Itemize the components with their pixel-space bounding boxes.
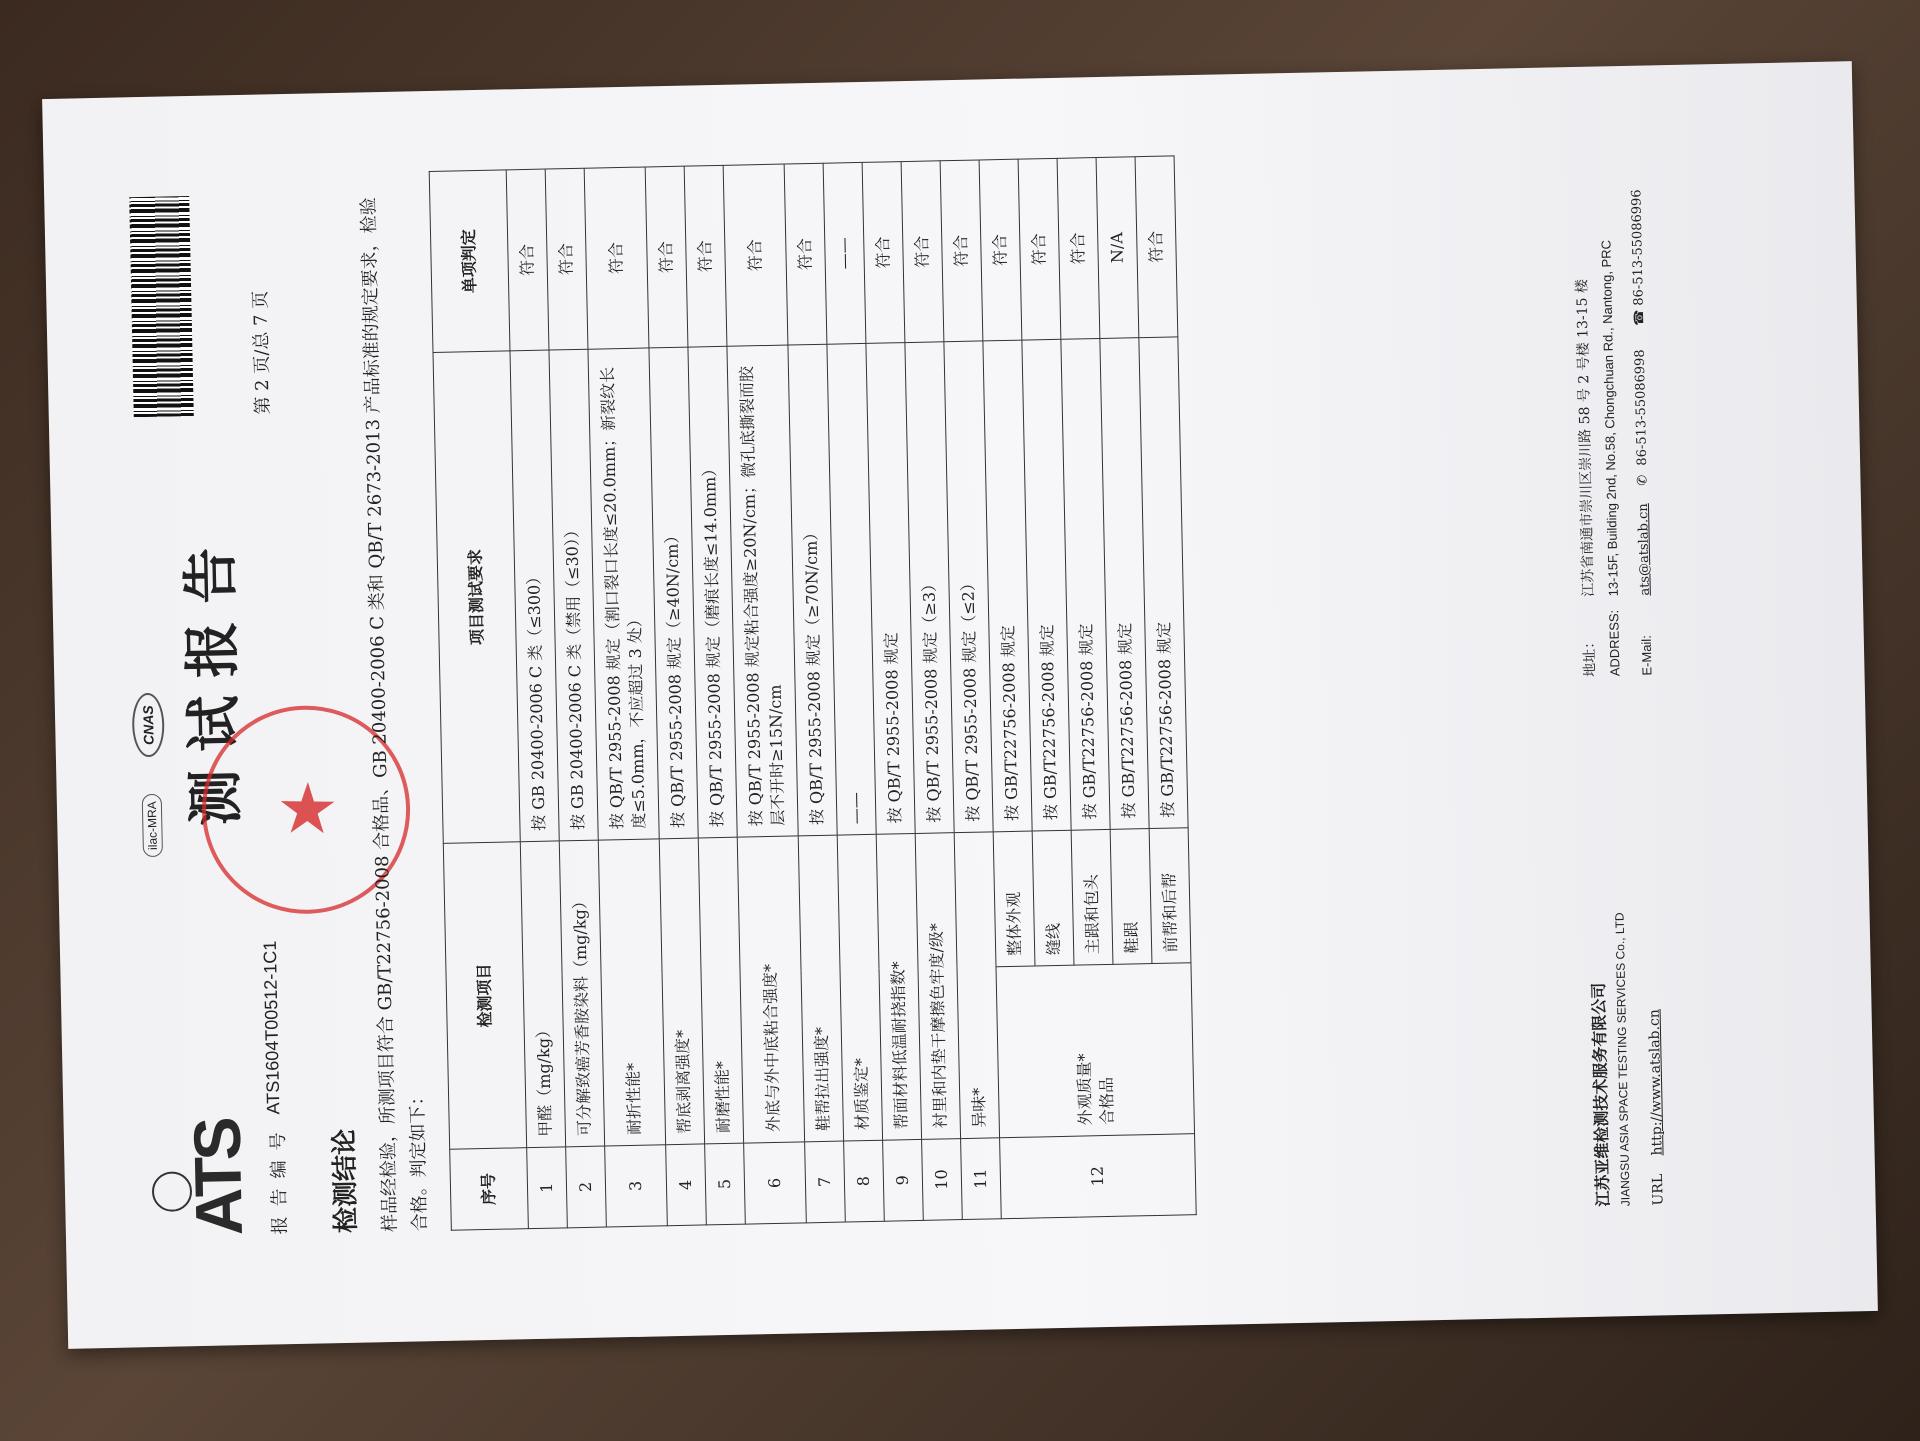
row-req: 按 QB/T 2955-2008 规定（≥70N/cm） — [788, 344, 837, 836]
row-item: 鞋帮拉出强度* — [798, 835, 843, 1142]
row-no: 9 — [883, 1139, 924, 1221]
row-no: 5 — [705, 1143, 746, 1225]
subrow-result: 符合 — [979, 159, 1022, 341]
footer-url: http://www.atslab.cn — [1646, 1008, 1666, 1156]
subrow-part: 缝线 — [1032, 830, 1074, 966]
row-req: 按 QB/T 2955-2008 规定（磨痕长度≤14.0mm） — [688, 346, 737, 838]
row-item: 耐磨性能* — [698, 837, 743, 1144]
row-req: 按 GB 20400-2006 C 类（禁用（≤30）） — [549, 349, 598, 841]
subrow-part: 主跟和包头 — [1071, 829, 1113, 965]
row-no: 6 — [744, 1142, 807, 1224]
row-no: 4 — [666, 1144, 707, 1226]
row-no: 3 — [605, 1145, 668, 1227]
header-item: 检测项目 — [443, 842, 526, 1150]
row-item: 衬里和内垫干摩擦色牢度/级* — [915, 833, 960, 1140]
conclusion-title: 检测结论 — [329, 1128, 362, 1234]
row-result: 符合 — [862, 162, 905, 344]
report-number: ATS1604T00512-1C1 — [259, 940, 284, 1115]
row-req: 按 QB/T 2955-2008 规定（≥3） — [905, 342, 954, 834]
footer-address: 江苏省南通市崇川区崇川路 58 号 2 号楼 13-15 楼 — [1574, 278, 1597, 597]
footer-address-en: 13-15F, Building 2nd, No.58, Chongchuan Rd., Nantong, PRC — [1598, 239, 1621, 597]
row-item-subtitle: 合格品 — [1096, 1076, 1117, 1126]
row-req: 按 QB/T 2955-2008 规定（≥40N/cm） — [649, 347, 698, 839]
row-no: 12 — [1000, 1134, 1197, 1219]
subrow-req: 按 GB/T22756-2008 规定 — [1100, 338, 1149, 830]
subrow-result: 符合 — [1057, 158, 1100, 340]
row-item: 材质鉴定* — [837, 834, 882, 1141]
row-result: 符合 — [723, 164, 788, 346]
conclusion-text: 样品经检验，所测项目符合 GB/T22756-2008 合格品、GB 20400-2006 C 类和 QB/T 2673-2013 产品标准的规定要求，检验合格。判定如下： — [358, 197, 431, 1233]
row-item: 可分解致癌芳香胺染料（mg/kg） — [559, 840, 604, 1147]
row-item — [996, 963, 1195, 1138]
row-req: 按 QB/T 2955-2008 规定（≤2） — [944, 341, 993, 833]
row-result: 符合 — [506, 169, 549, 351]
row-item-title: 外观质量* — [1074, 1053, 1095, 1126]
footer-company-en: JIANGSU ASIA SPACE TESTING SERVICES Co., LTD — [1612, 912, 1633, 1207]
footer-company-cn: 江苏亚维检测技术服务有限公司 — [1588, 982, 1613, 1207]
row-no: 1 — [527, 1147, 568, 1229]
row-result: 符合 — [940, 160, 983, 342]
row-req: 按 QB/T 2955-2008 规定（割口裂口长度≤20.0mm；新裂纹长度≤5.0mm，不应超过 3 处） — [588, 348, 659, 840]
row-item: 甲醛（mg/kg） — [520, 841, 565, 1148]
header-no: 序号 — [450, 1148, 529, 1231]
subrow-result: 符合 — [1135, 156, 1178, 338]
row-item: 异味* — [954, 832, 999, 1139]
subrow-req: 按 GB/T22756-2008 规定 — [1139, 337, 1188, 829]
subrow-result: N/A — [1096, 157, 1139, 339]
row-no: 7 — [805, 1141, 846, 1223]
phone-icon: ✆ — [1635, 474, 1651, 486]
row-result: 符合 — [645, 166, 688, 348]
subrow-result: 符合 — [1018, 158, 1061, 340]
row-no: 2 — [566, 1146, 607, 1228]
footer-email: ats@atslab.cn — [1635, 503, 1653, 596]
subrow-req: 按 GB/T22756-2008 规定 — [1061, 338, 1110, 830]
footer-email-label: E-Mail: — [1638, 635, 1655, 676]
subrow-req: 按 GB/T22756-2008 规定 — [983, 340, 1032, 832]
row-result: 符合 — [684, 165, 727, 347]
row-req: 按 GB 20400-2006 C 类（≤300） — [510, 350, 559, 842]
row-result: 符合 — [901, 161, 944, 343]
header-requirement: 项目测试要求 — [433, 351, 520, 844]
photographed-paper — [42, 61, 1878, 1349]
row-no: 8 — [844, 1140, 885, 1222]
page-info: 第 2 页/总 7 页 — [250, 290, 274, 415]
red-seal-stamp: ★ — [174, 678, 438, 942]
row-result: —— — [823, 162, 866, 344]
row-result: 符合 — [545, 168, 588, 350]
header-result: 单项判定 — [429, 170, 510, 353]
row-item: 帮底剥离强度* — [659, 838, 704, 1145]
row-result: 符合 — [784, 163, 827, 345]
row-item: 帮面材料低温耐挠指数* — [876, 833, 921, 1140]
footer-phone: 86-513-55086998 — [1632, 349, 1651, 466]
footer-address-label: 地址： — [1581, 634, 1599, 677]
report-no-label: 报告编号 — [267, 1122, 291, 1235]
subrow-req: 按 GB/T22756-2008 规定 — [1022, 339, 1071, 831]
row-req: 按 QB/T 2955-2008 规定 — [866, 343, 915, 835]
row-req: 按 QB/T 2955-2008 规定粘合强度≥20N/cm；微孔底撕裂而胶层不开时≥15N/cm — [727, 345, 798, 837]
ilac-mra-mark: ilac-MRA — [142, 794, 163, 857]
fax-icon: ☎ — [1631, 309, 1648, 326]
report-title: 测试报告 — [177, 528, 250, 827]
test-report-document — [98, 112, 1822, 1297]
row-req: —— — [827, 343, 876, 835]
cnas-mark: CNAS — [132, 693, 165, 757]
row-result: 符合 — [584, 167, 649, 349]
barcode — [129, 196, 194, 417]
row-no: 10 — [922, 1139, 963, 1221]
row-no: 11 — [961, 1138, 1002, 1220]
results-table — [429, 155, 1197, 1230]
subrow-part: 前帮和后帮 — [1149, 828, 1191, 964]
subrow-part: 整体外观 — [993, 831, 1035, 967]
subrow-part: 鞋跟 — [1110, 829, 1152, 965]
footer-fax: 86-513-55086996 — [1629, 189, 1647, 306]
row-item: 耐折性能* — [598, 839, 665, 1146]
footer-address-en-label: ADDRESS: — [1606, 609, 1623, 677]
row-item: 外底与外中底粘合强度* — [737, 836, 804, 1143]
footer-url-label: URL — [1649, 1173, 1667, 1206]
ats-logo: ATS — [179, 1119, 256, 1237]
